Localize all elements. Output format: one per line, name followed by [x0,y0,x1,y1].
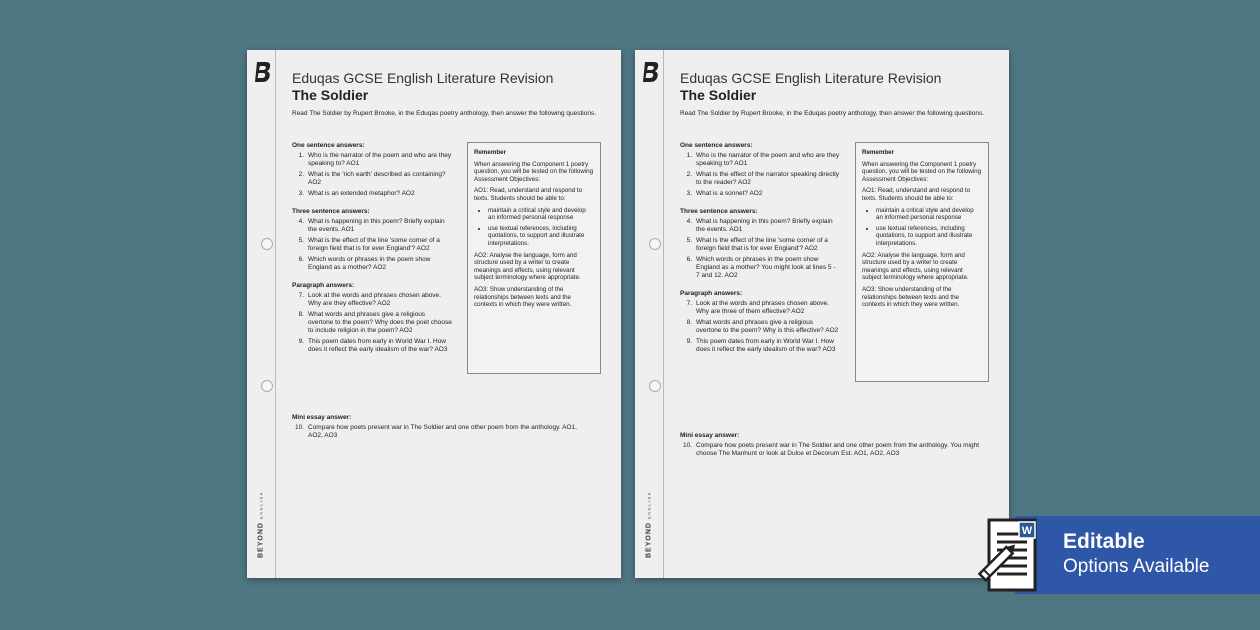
section-one-sentence [292,142,452,198]
question-text: What is happening in this poem? Briefly explain the events. AO1 [696,218,833,233]
question-item [292,424,592,440]
question-item [680,256,840,280]
question-number: 3. [298,190,304,197]
question-text: What is the effect of the narrator speaking directly to the reader? AO2 [696,171,839,186]
question-item [292,218,452,234]
question-text: Look at the words and phrases chosen above. Why are three of them effective? AO2 [696,300,829,315]
bullet-item: • use textual references, including quotations, to support and illustrate interpretations. [876,225,982,248]
remember-heading: Remember [474,149,506,156]
section-heading: One sentence answers: [680,142,753,149]
worksheet-title: Eduqas GCSE English Literature Revision [292,70,554,86]
question-number: 7. [298,292,304,299]
question-number: 8. [686,319,692,326]
margin-line [663,50,664,578]
worksheet-page-1 [247,50,621,578]
beyond-logo-icon [642,60,660,84]
ao1-bullets [474,207,594,248]
section-one-sentence [680,142,840,198]
bullet-item: • use textual references, including quotations, to support and illustrate interpretations. [488,225,594,248]
punch-hole [649,380,661,392]
question-number: 8. [298,311,304,318]
bullet-item: • maintain a critical style and develop an informed personal response [876,207,982,222]
question-text: What is the effect of the line 'some corner of a foreign field that is for ever England'? AO2 [696,237,828,252]
bullet-item: • maintain a critical style and develop an informed personal response [488,207,594,222]
question-item [680,442,980,458]
question-text: Compare how poets present war in The Soldier and one other poem from the anthology. You might choose The Manhunt or look at Dulce et Decorum Est. AO1, AO2, AO3 [696,442,980,457]
worksheet-intro: Read The Soldier by Rupert Brooke, in the Eduqas poetry anthology, then answer the following questions. [680,110,985,117]
question-item [680,190,840,198]
remember-intro: When answering the Component 1 poetry question, you will be tested on the following Assessment Objectives: [474,160,594,183]
ao2-text: AO2: Analyse the language, form and structure used by a writer to create meanings and effects, using relevant subject terminology where appropriate. [474,251,581,282]
section-heading: Three sentence answers: [680,208,758,215]
question-text: What is the 'rich earth' described as containing? AO2 [308,171,446,186]
question-item [680,171,840,187]
ao3-text: AO3: Show understanding of the relationships between texts and the contexts in which they were written. [474,285,572,309]
question-item [292,237,452,253]
question-number: 9. [686,338,692,345]
section-heading: Paragraph answers: [292,282,355,289]
question-text: What is an extended metaphor? AO2 [308,190,415,197]
punch-hole [649,238,661,250]
question-text: Compare how poets present war in The Soldier and one other poem from the anthology. AO1, AO2, AO3 [308,424,577,439]
worksheet-title: Eduqas GCSE English Literature Revision [680,70,942,86]
punch-hole [261,380,273,392]
question-number: 2. [686,171,692,178]
question-text: Which words or phrases in the poem show England as a mother? AO2 [308,256,431,271]
question-number: 4. [298,218,304,225]
badge-line-2: Options Available [1063,556,1210,577]
question-number: 6. [298,256,304,263]
mini-essay-section [292,414,592,443]
question-number: 1. [686,152,692,159]
question-text: What is happening in this poem? Briefly explain the events. AO1 [308,218,445,233]
question-text: What words and phrases give a religious overtone to the poem? Why does the poet choose to include religion in the poem? AO2 [308,311,452,334]
section-paragraph [680,290,840,354]
beyond-logo-icon [254,60,272,84]
worksheet-page-2 [635,50,1009,578]
question-item [292,190,452,198]
section-paragraph [292,282,452,354]
remember-box [855,142,989,382]
question-text: What is a sonnet? AO2 [696,190,763,197]
question-item [292,152,452,168]
question-number: 3. [686,190,692,197]
remember-heading: Remember [862,149,894,156]
question-text: Look at the words and phrases chosen above. Why are they effective? AO2 [308,292,441,307]
question-number: 4. [686,218,692,225]
question-item [292,256,452,272]
section-heading: Mini essay answer: [680,432,740,439]
section-heading: One sentence answers: [292,142,365,149]
remember-intro: When answering the Component 1 poetry question, you will be tested on the following Assessment Objectives: [862,160,982,183]
ao1-bullets [862,207,982,248]
question-text: Which words or phrases in the poem show England as a mother? You might look at lines 5 - 7 and 12. AO2 [696,256,836,279]
question-number: 2. [298,171,304,178]
question-text: What words and phrases give a religious overtone to the poem? Why is this effective? AO2 [696,319,839,334]
question-number: 5. [298,237,304,244]
remember-box [467,142,601,374]
question-item [680,319,840,335]
ao1-text: AO1: Read, understand and respond to texts. Students should be able to: [862,187,971,202]
section-heading: Paragraph answers: [680,290,743,297]
question-text: Who is the narrator of the poem and who are they speaking to? AO1 [696,152,840,167]
section-heading: Mini essay answer: [292,414,352,421]
question-text: Who is the narrator of the poem and who are they speaking to? AO1 [308,152,452,167]
question-item [292,311,452,335]
section-heading: Three sentence answers: [292,208,370,215]
question-number: 1. [298,152,304,159]
punch-hole [261,238,273,250]
question-item [680,338,840,354]
question-item [680,218,840,234]
question-text: This poem dates from early in World War I. How does it reflect the early idealism of the war? AO3 [696,338,836,353]
margin-line [275,50,276,578]
questions-column [680,142,840,364]
question-number: 6. [686,256,692,263]
question-number: 9. [298,338,304,345]
question-item [680,152,840,168]
question-item [292,171,452,187]
word-document-edit-icon [975,516,1055,594]
section-three-sentence [292,208,452,272]
badge-line-1: Editable [1063,530,1145,553]
ao3-text: AO3: Show understanding of the relationships between texts and the contexts in which they were written. [862,285,960,309]
question-item [680,300,840,316]
question-item [680,237,840,253]
question-number: 5. [686,237,692,244]
question-text: This poem dates from early in World War I. How does it reflect the early idealism of the war? AO3 [308,338,448,353]
question-number: 7. [686,300,692,307]
word-letter: W [1021,525,1033,537]
mini-essay-section [680,432,980,461]
section-three-sentence [680,208,840,280]
brand-vertical: BEYONDENGLISH [257,490,265,558]
question-number: 10. [682,442,692,449]
question-text: What is the effect of the line 'some corner of a foreign field that is for ever England'? AO2 [308,237,440,252]
questions-column [292,142,452,364]
ao1-text: AO1: Read, understand and respond to texts. Students should be able to: [474,187,583,202]
worksheet-subtitle: The Soldier [680,87,757,103]
question-item [292,338,452,354]
question-item [292,292,452,308]
worksheet-intro: Read The Soldier by Rupert Brooke, in the Eduqas poetry anthology, then answer the following questions. [292,110,597,117]
brand-vertical: BEYONDENGLISH [645,490,653,558]
ao2-text: AO2: Analyse the language, form and structure used by a writer to create meanings and effects, using relevant subject terminology where appropriate. [862,251,969,282]
worksheet-subtitle: The Soldier [292,87,369,103]
question-number: 10. [294,424,304,431]
